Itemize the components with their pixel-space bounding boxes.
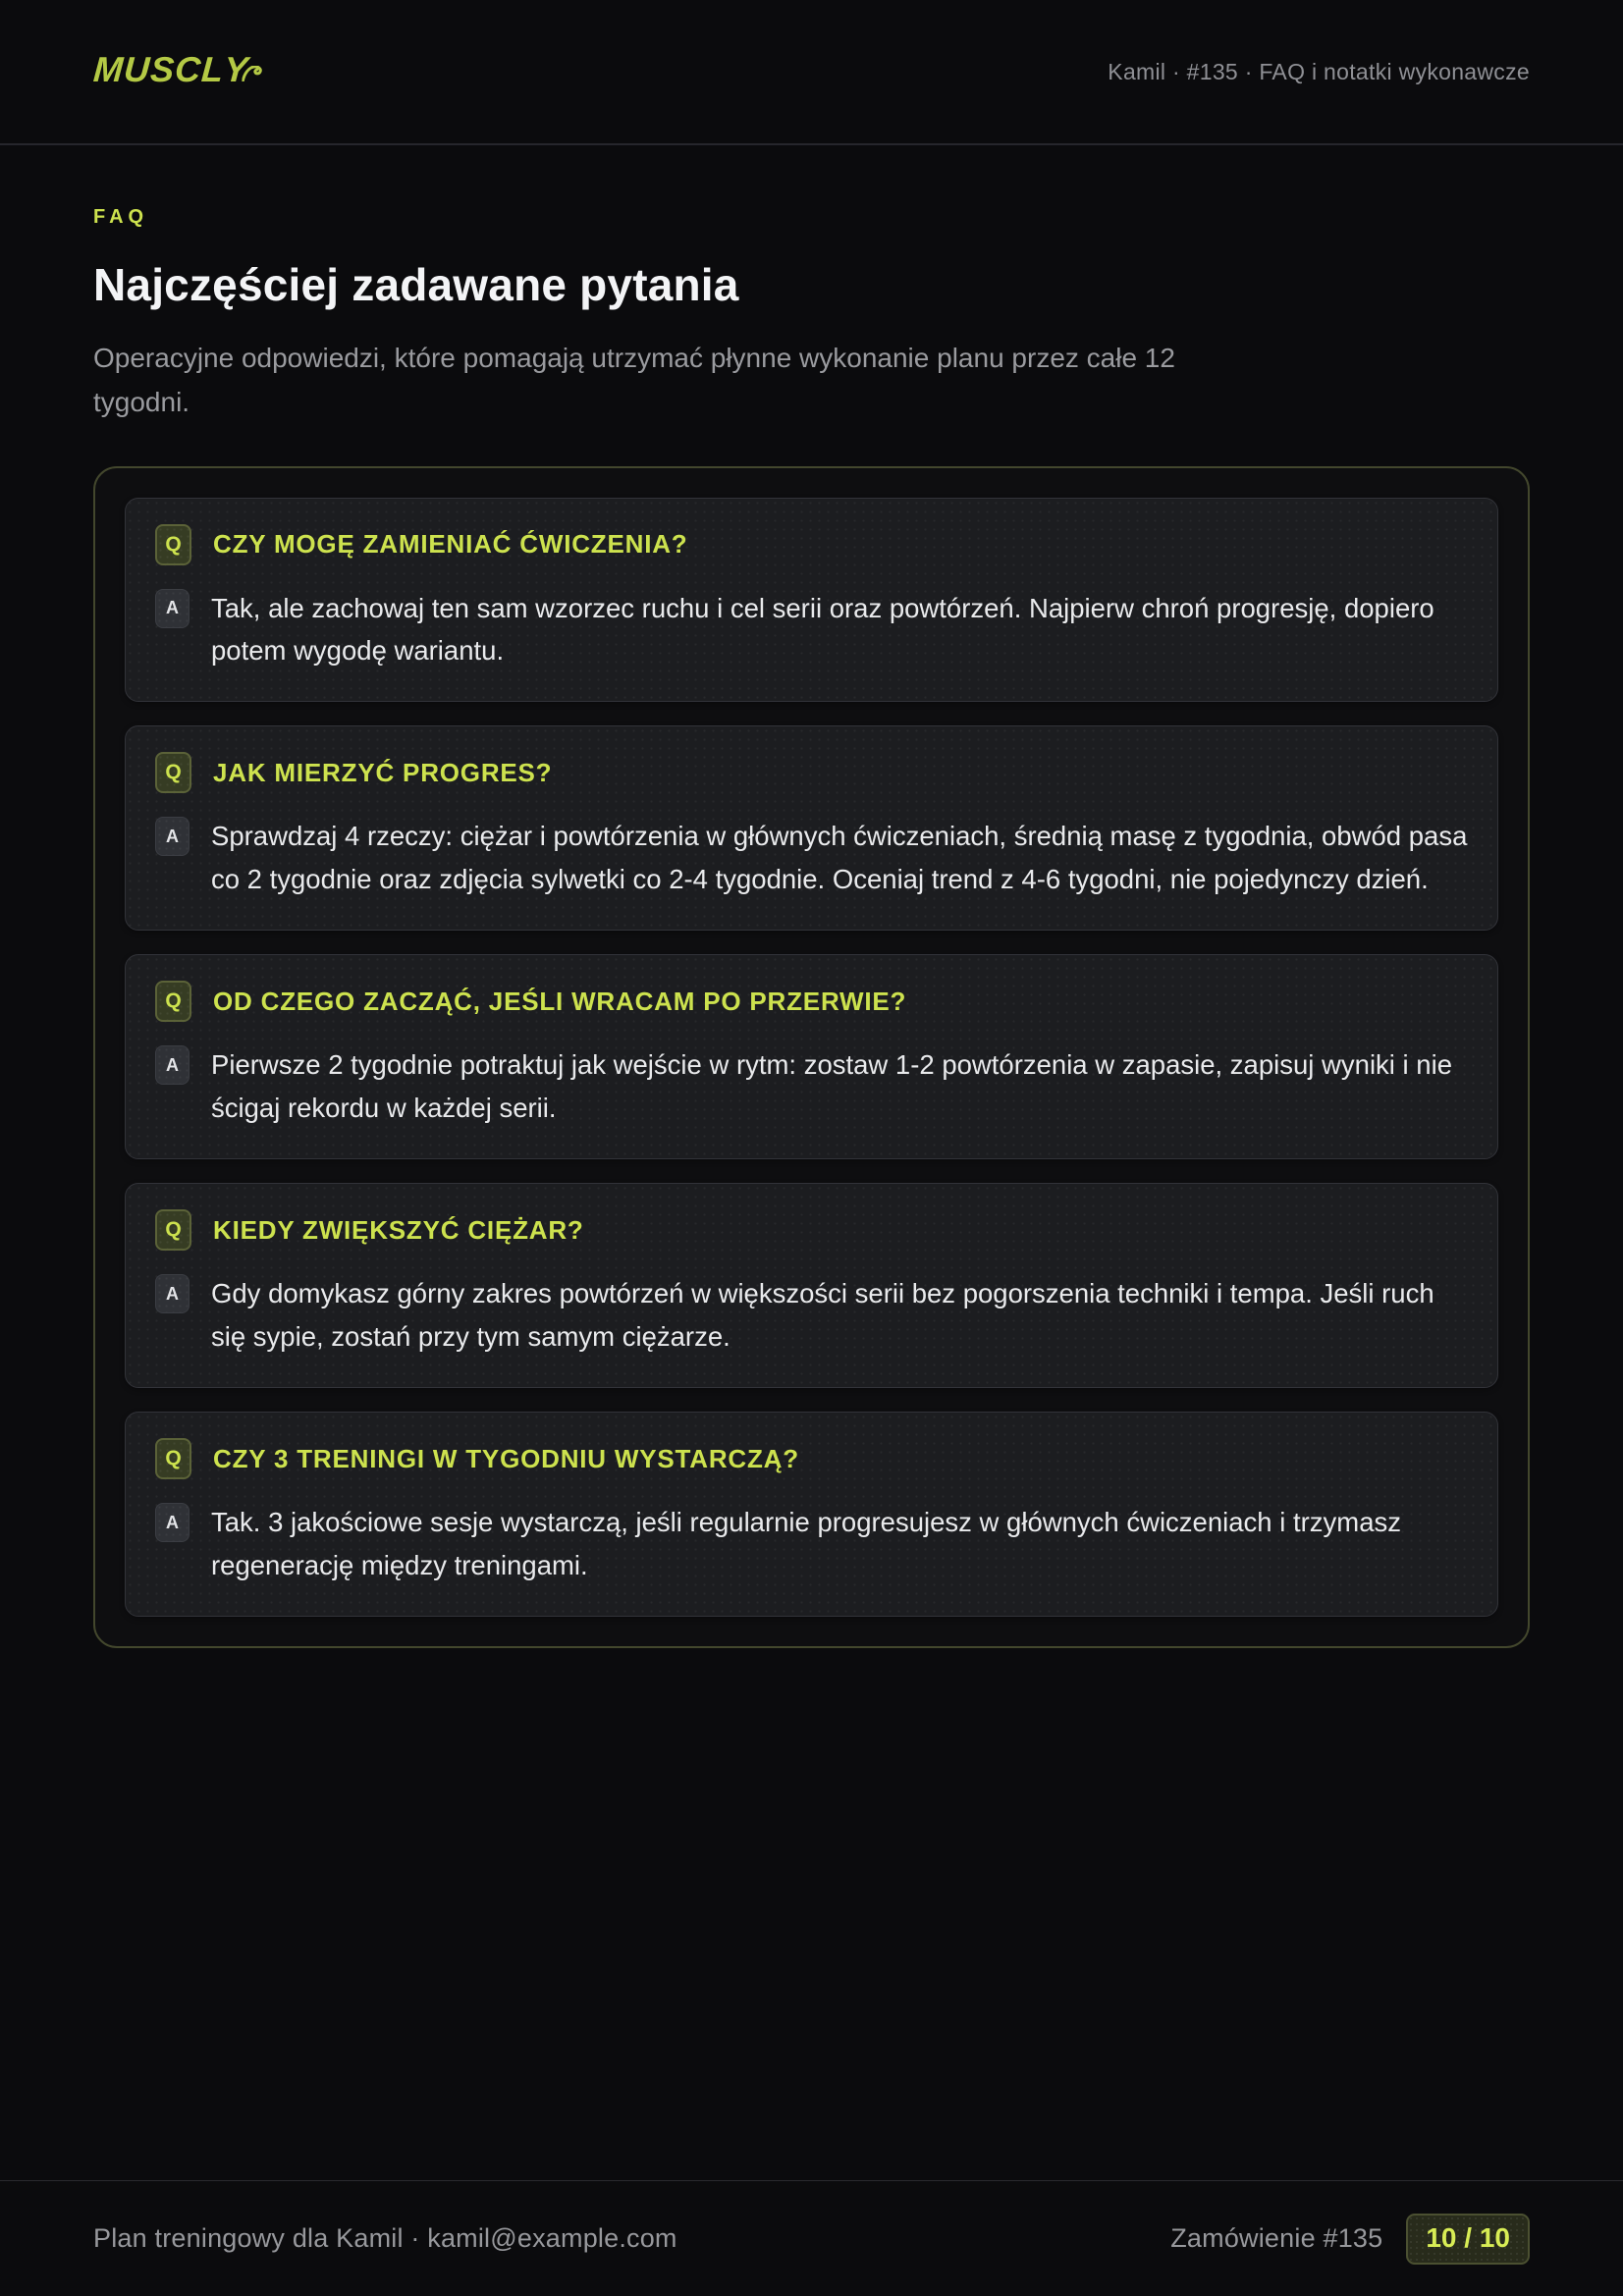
logo-wordmark: MUSCL [91, 48, 226, 89]
logo-letter-y: Y [222, 48, 250, 89]
question-row [155, 981, 1468, 1022]
question-text: JAK MIERZYĆ PROGRES? [213, 757, 553, 787]
question-row [155, 1209, 1468, 1251]
q-badge: Q [155, 752, 191, 793]
page-title: Najczęściej zadawane pytania [93, 259, 739, 310]
question-row [155, 1438, 1468, 1479]
a-badge: A [155, 589, 189, 628]
q-badge: Q [155, 524, 191, 565]
footer-order-info [1170, 2214, 1530, 2265]
question-row [155, 524, 1468, 565]
faq-card [125, 1183, 1498, 1388]
hero-section [0, 145, 1623, 425]
page-header [0, 0, 1623, 145]
faq-eyebrow: FAQ [93, 206, 149, 228]
question-row [155, 752, 1468, 793]
a-badge: A [155, 1274, 189, 1313]
a-badge: A [155, 1045, 189, 1085]
answer-text: Pierwsze 2 tygodnie potraktuj jak wejście w rytm: zostaw 1-2 powtórzenia w zapasie, zapisuj wyniki i nie ścigaj rekordu w każdej serii. [211, 1049, 1453, 1123]
faq-panel [93, 466, 1530, 1648]
answer-text: Sprawdzaj 4 rzeczy: ciężar i powtórzenia w głównych ćwiczeniach, średnią masę z tygodnia, obwód pasa co 2 tygodnie oraz zdjęcia sylwetki co 2-4 tygodnie. Oceniaj trend z 4-6 tygodni, nie pojedynczy dzień. [211, 821, 1468, 894]
answer-row [155, 1272, 1468, 1358]
q-badge: Q [155, 981, 191, 1022]
answer-row [155, 1043, 1468, 1129]
page-subtitle: Operacyjne odpowiedzi, które pomagają utrzymać płynne wykonanie planu przez całe 12 tygodni. [93, 343, 1175, 417]
q-badge: Q [155, 1209, 191, 1251]
answer-row [155, 1501, 1468, 1586]
q-badge: Q [155, 1438, 191, 1479]
answer-row [155, 587, 1468, 672]
faq-card [125, 1412, 1498, 1617]
muscly-logo [91, 49, 263, 95]
faq-card [125, 954, 1498, 1159]
page-footer [0, 2180, 1623, 2296]
faq-card [125, 498, 1498, 703]
answer-text: Tak, ale zachowaj ten sam wzorzec ruchu i cel serii oraz powtórzeń. Najpierw chroń progresję, dopiero potem wygodę wariantu. [211, 592, 1434, 667]
footer-plan-info: Plan treningowy dla Kamil · kamil@example.com [93, 2223, 677, 2253]
question-text: KIEDY ZWIĘKSZYĆ CIĘŻAR? [213, 1214, 584, 1245]
question-text: CZY 3 TRENINGI W TYGODNIU WYSTARCZĄ? [213, 1443, 799, 1473]
answer-row [155, 815, 1468, 900]
answer-text: Gdy domykasz górny zakres powtórzeń w większości serii bez pogorszenia techniki i tempa. Jeśli ruch się sypie, zostań przy tym samym ciężarze. [211, 1278, 1434, 1352]
answer-text: Tak. 3 jakościowe sesje wystarczą, jeśli regularnie progresujesz w głównych ćwiczeniach i trzymasz regenerację między treningami. [211, 1507, 1401, 1580]
a-badge: A [155, 817, 189, 856]
question-text: OD CZEGO ZACZĄĆ, JEŚLI WRACAM PO PRZERWIE? [213, 986, 907, 1016]
question-text: CZY MOGĘ ZAMIENIAĆ ĆWICZENIA? [213, 529, 688, 560]
header-meta: Kamil · #135 · FAQ i notatki wykonawcze [1108, 58, 1530, 84]
order-number: Zamówienie #135 [1170, 2223, 1383, 2253]
a-badge: A [155, 1503, 189, 1542]
flex-arm-icon [242, 66, 262, 81]
faq-card [125, 725, 1498, 931]
page-number-badge: 10 / 10 [1406, 2214, 1530, 2265]
